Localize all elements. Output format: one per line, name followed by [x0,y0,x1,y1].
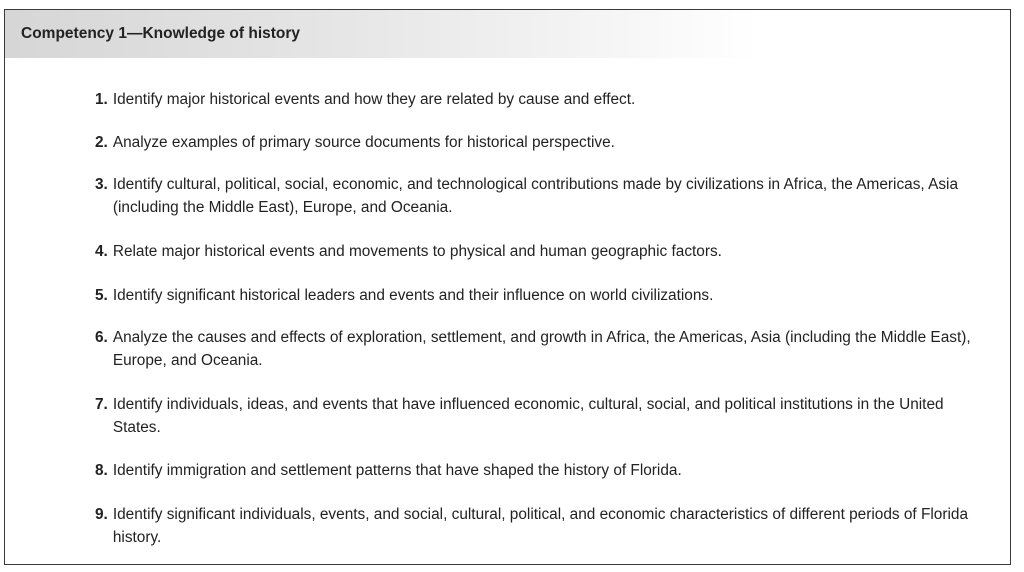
item-number: 7. [95,396,108,413]
item-text: Identify immigration and settlement patterns that have shaped the history of Florida. [112,462,682,479]
list-item [95,393,990,439]
item-number: 8. [95,462,108,479]
item-number: 5. [95,287,108,304]
list-item [95,284,713,307]
item-text: Identify individuals, ideas, and events that have influenced economic, cultural, social, and political institutions in the United States. [112,396,944,436]
item-number: 2. [95,134,108,151]
item-text: Identify cultural, political, social, economic, and technological contributions made by civilizations in Africa, the Americas, Asia (including the Middle East), Europe, and Oceania. [112,176,959,216]
competency-title: Competency 1—Knowledge of history [21,25,301,42]
item-number: 1. [95,91,108,108]
list-item [95,503,990,549]
item-text: Identify significant individuals, events, and social, cultural, political, and economic characteristics of different periods of Florida history. [112,506,969,546]
item-text: Analyze examples of primary source documents for historical perspective. [112,134,615,151]
panel-header [5,10,1010,58]
item-text: Identify major historical events and how they are related by cause and effect. [112,91,636,108]
list-item [95,88,635,111]
item-text: Analyze the causes and effects of exploration, settlement, and growth in Africa, the Americas, Asia (including the Middle East), Europe, and Oceania. [112,329,971,369]
item-text: Relate major historical events and movements to physical and human geographic factors. [112,243,722,260]
item-number: 4. [95,243,108,260]
list-item [95,326,990,372]
list-item [95,131,615,154]
item-number: 9. [95,506,108,523]
item-number: 6. [95,329,108,346]
list-item [95,173,990,219]
list-item [95,459,682,482]
item-number: 3. [95,176,108,193]
item-text: Identify significant historical leaders and events and their influence on world civilizations. [112,287,714,304]
competency-panel [4,9,1011,565]
list-item [95,240,722,263]
